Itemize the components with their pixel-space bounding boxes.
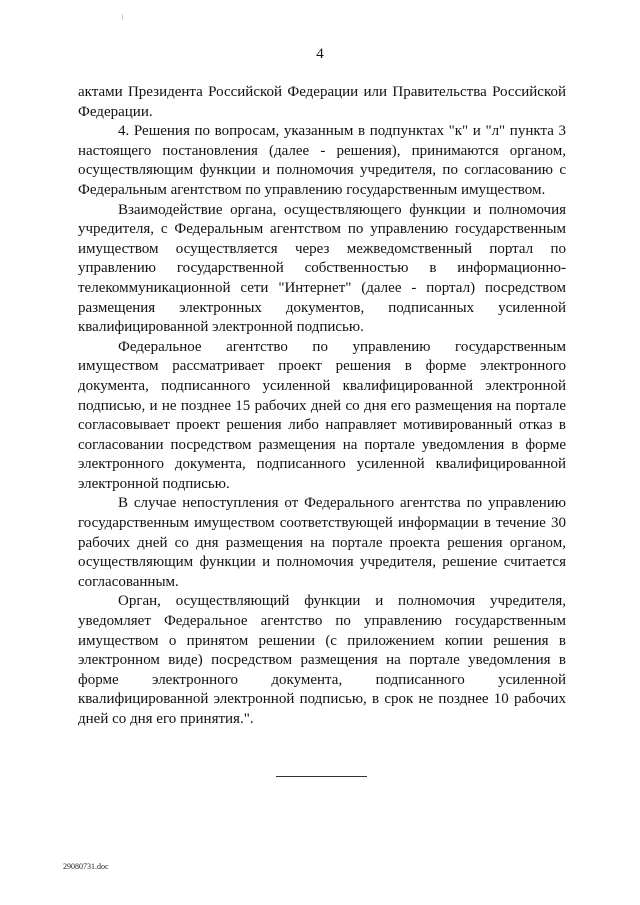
paragraph-item-4: 4. Решения по вопросам, указанным в подпунктах "к" и "л" пункта 3 настоящего постановления (далее - решения), принимаются органом, осуществляющим функции и полномочия учредителя, по согласованию с Федеральным агентством по управлению государственным имуществом. [78,123,566,198]
paragraph-continuation: актами Президента Российской Федерации или Правительства Российской Федерации. [78,84,566,120]
paragraph-notification: Орган, осуществляющий функции и полномочия учредителя, уведомляет Федеральное агентство по управлению государственным имуществом о принятом решении (с приложением копии решения в электронном виде) посредством размещения на портале уведомления в форме электронного документа, подписанного усиленной квалифицированной электронной подписью, в срок не позднее 10 рабочих дней со дня его принятия.". [78,593,566,727]
page-number: 4 [316,46,324,62]
paragraph-interaction: Взаимодействие органа, осуществляющего функции и полномочия учредителя, с Федеральным агентством по управлению государственным имуществом осуществляется через межведомственный портал по управлению государственной собственностью в информационно-телекоммуникационной сети "Интернет" (далее - портал) посредством размещения электронных документов, подписанных усиленной квалифицированной электронной подписью. [78,201,566,336]
paragraph-no-response: В случае непоступления от Федерального агентства по управлению государственным имуществом соответствующей информации в течение 30 рабочих дней со дня размещения на портале проекта решения органом, осуществляющим функции и полномочия учредителя, решение считается согласованным. [78,495,566,590]
paragraph-review: Федеральное агентство по управлению государственным имуществом рассматривает проект решения в форме электронного документа, подписанного усиленной квалифицированной электронной подписью, и не позднее 15 рабочих дней со дня его размещения на портале согласовывает проект решения либо направляет мотивированный отказ в согласовании посредством размещения на портале уведомления в форме электронного документа, подписанного усиленной квалифицированной электронной подписью. [78,338,566,492]
document-body [78,83,566,730]
scan-tick-mark [122,14,123,20]
footer-doc-code: 29080731.doc [63,862,109,871]
end-separator-line [276,776,367,777]
